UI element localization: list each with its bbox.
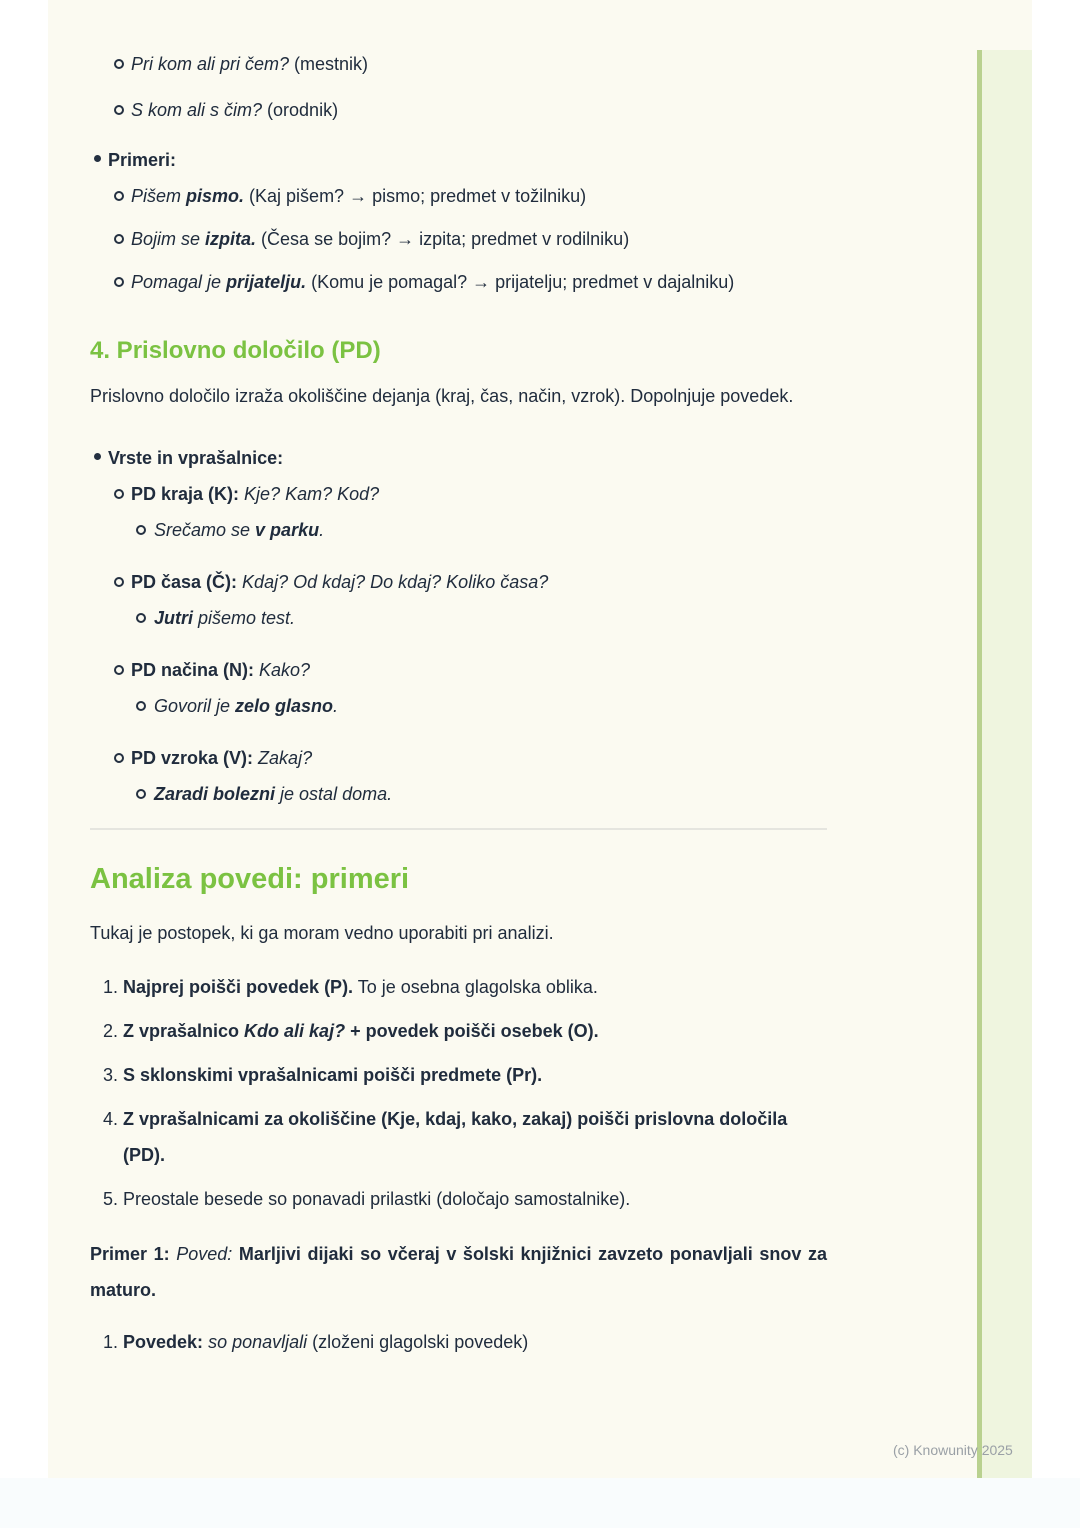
- list-item: [90, 600, 827, 636]
- text-segment: PD kraja (K):: [131, 484, 240, 504]
- list-item: [90, 512, 827, 548]
- text-segment: Marljivi dijaki so včeraj v šolski knjižnici zavzeto ponavljali snov za maturo.: [90, 1244, 827, 1300]
- text-segment: Govoril je: [154, 696, 236, 716]
- analiza-intro-paragraph: Tukaj je postopek, ki ga moram vedno uporabiti pri analizi.: [90, 923, 554, 943]
- circle-bullet-icon: [114, 753, 124, 763]
- text-segment: Primer 1:: [90, 1244, 170, 1264]
- pd-type-group: [90, 564, 827, 636]
- numbered-item: [90, 969, 827, 1005]
- numbered-item: [90, 1013, 827, 1049]
- text-segment: (Komu je pomagal? → prijatelju; predmet v dajalniku): [306, 272, 735, 292]
- item-number: 3.: [103, 1065, 119, 1085]
- page-gap: [0, 1478, 1080, 1528]
- primer-paragraph: [90, 1236, 827, 1308]
- text-segment: Najprej poišči povedek (P).: [123, 977, 354, 997]
- list-item-text: [90, 600, 827, 636]
- text-segment: PD vzroka (V):: [131, 748, 254, 768]
- list-item: [90, 264, 827, 300]
- list-item-text: [90, 440, 827, 476]
- text-segment: (orodnik): [262, 100, 339, 120]
- text-segment: Jutri: [154, 608, 194, 628]
- text-segment: PD načina (N):: [131, 660, 255, 680]
- circle-bullet-icon: [136, 613, 146, 623]
- text-segment: Vrste in vprašalnice:: [108, 448, 284, 468]
- text-segment: To je osebna glagolska oblika.: [353, 977, 598, 997]
- list-item: [90, 652, 827, 688]
- bullet-icon: [94, 155, 101, 162]
- numbered-item: [90, 1101, 827, 1173]
- text-segment: Primeri:: [108, 150, 177, 170]
- pd-type-group: [90, 740, 827, 812]
- text-segment: .: [319, 520, 325, 540]
- circle-bullet-icon: [136, 701, 146, 711]
- list-item: [90, 776, 827, 812]
- text-segment: (Česa se bojim? → izpita; predmet v rodilniku): [256, 229, 630, 249]
- text-segment: Kdaj? Od kdaj? Do kdaj? Koliko časa?: [242, 572, 549, 592]
- section-heading-analiza: Analiza povedi: primeri: [90, 863, 410, 895]
- text-segment: pišemo test.: [193, 608, 296, 628]
- text-segment: Pišem: [131, 186, 187, 206]
- list-item-text: [90, 92, 827, 128]
- text-segment: Povedek:: [123, 1332, 204, 1352]
- pd-type-group: [90, 476, 827, 548]
- item-number: 2.: [103, 1021, 119, 1041]
- list-item: [90, 740, 827, 776]
- text-segment: PD časa (Č):: [131, 572, 238, 592]
- case-questions-list: [90, 46, 827, 300]
- text-segment: .: [333, 696, 339, 716]
- list-item: [90, 92, 827, 128]
- text-segment: (Kaj pišem? → pismo; predmet v tožilniku): [244, 186, 587, 206]
- text-segment: izpita.: [205, 229, 257, 249]
- watermark: (c) Knowunity 2025: [893, 1442, 1013, 1458]
- list-item-text: [90, 740, 827, 776]
- numbered-item: [90, 1324, 827, 1360]
- list-item: [90, 440, 827, 476]
- circle-bullet-icon: [136, 789, 146, 799]
- list-item-text: [90, 652, 827, 688]
- text-segment: Srečamo se: [154, 520, 256, 540]
- item-text: [90, 1057, 827, 1093]
- horizontal-divider: [90, 828, 827, 830]
- circle-bullet-icon: [114, 665, 124, 675]
- item-text: [90, 969, 827, 1005]
- text-segment: Zakaj?: [258, 748, 313, 768]
- text-segment: S kom ali s čim?: [131, 100, 263, 120]
- circle-bullet-icon: [114, 59, 124, 69]
- list-item: [90, 476, 827, 512]
- page-content: [90, 0, 827, 1368]
- circle-bullet-icon: [136, 525, 146, 535]
- list-item-text: [90, 264, 827, 300]
- list-item-text: [90, 512, 827, 548]
- text-segment: Z vprašalnico: [123, 1021, 245, 1041]
- item-number: 1.: [103, 977, 119, 997]
- circle-bullet-icon: [114, 577, 124, 587]
- item-number: 5.: [103, 1189, 119, 1209]
- item-text: [90, 1324, 827, 1360]
- text-segment: je ostal doma.: [275, 784, 393, 804]
- circle-bullet-icon: [114, 191, 124, 201]
- numbered-item: [90, 1057, 827, 1093]
- pd-types-list: [90, 440, 827, 812]
- text-segment: v parku: [255, 520, 320, 540]
- text-segment: Pri kom ali pri čem?: [131, 54, 290, 74]
- text-segment: Z vprašalnicami za okoliščine (Kje, kdaj, kako, zakaj) poišči prislovna določila (PD).: [123, 1109, 788, 1165]
- list-item: [90, 688, 827, 724]
- circle-bullet-icon: [114, 277, 124, 287]
- item-number: 4.: [103, 1109, 119, 1129]
- item-text: [90, 1181, 827, 1217]
- primer-breakdown-list: [90, 1324, 827, 1360]
- list-item-text: [90, 46, 827, 82]
- text-segment: (zloženi glagolski povedek): [307, 1332, 529, 1352]
- circle-bullet-icon: [114, 234, 124, 244]
- text-segment: Poved:: [176, 1244, 233, 1264]
- text-segment: Preostale besede so ponavadi prilastki (določajo samostalnike).: [123, 1189, 631, 1209]
- list-item: [90, 142, 827, 178]
- text-segment: so ponavljali: [208, 1332, 308, 1352]
- text-segment: prijatelju.: [226, 272, 307, 292]
- text-segment: + povedek poišči osebek (O).: [345, 1021, 599, 1041]
- circle-bullet-icon: [114, 489, 124, 499]
- section-heading-pd: 4. Prislovno določilo (PD): [90, 337, 381, 364]
- text-segment: [232, 1244, 239, 1264]
- text-segment: Kako?: [259, 660, 311, 680]
- text-segment: pismo.: [186, 186, 245, 206]
- text-segment: Kdo ali kaj?: [244, 1021, 346, 1041]
- list-item: [90, 46, 827, 82]
- list-item: [90, 221, 827, 257]
- pd-type-group: [90, 652, 827, 724]
- numbered-item: [90, 1181, 827, 1217]
- text-segment: Pomagal je: [131, 272, 227, 292]
- list-item-text: [90, 178, 827, 214]
- text-segment: Zaradi bolezni: [154, 784, 276, 804]
- page-edge-decoration: [977, 50, 1032, 1478]
- item-text: [90, 1101, 827, 1173]
- text-segment: (mestnik): [289, 54, 369, 74]
- list-item: [90, 178, 827, 214]
- list-item-text: [90, 142, 827, 178]
- list-item-text: [90, 476, 827, 512]
- item-number: 1.: [103, 1332, 119, 1352]
- list-item-text: [90, 221, 827, 257]
- circle-bullet-icon: [114, 105, 124, 115]
- text-segment: Bojim se: [131, 229, 206, 249]
- analysis-steps-list: [90, 969, 827, 1217]
- text-segment: zelo glasno: [235, 696, 334, 716]
- text-segment: S sklonskimi vprašalnicami poišči predmete (Pr).: [123, 1065, 543, 1085]
- pd-intro-paragraph: Prislovno določilo izraža okoliščine dejanja (kraj, čas, način, vzrok). Dopolnjuje povedek.: [90, 386, 794, 406]
- bullet-icon: [94, 453, 101, 460]
- item-text: [90, 1013, 827, 1049]
- list-item-text: [90, 776, 827, 812]
- list-item-text: [90, 688, 827, 724]
- text-segment: Kje? Kam? Kod?: [244, 484, 380, 504]
- list-item-text: [90, 564, 827, 600]
- list-item: [90, 564, 827, 600]
- document-page: [48, 0, 1032, 1478]
